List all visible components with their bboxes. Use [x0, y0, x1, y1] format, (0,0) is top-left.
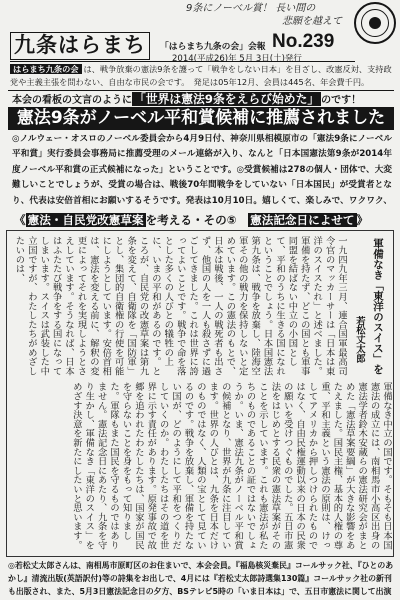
association-description: は、戦争放棄の憲法9条を護って「戦争をしない日本」を目ざし、改憲反対、支持政党や主義主張を問わない、自由な市民の会です。 発足は05年12月、会員は445名、年会費千円。 [10, 64, 392, 87]
association-label: はらまち九条の会 [10, 64, 82, 74]
seal-logo [354, 2, 396, 44]
article-author: 若松丈太郎 [354, 316, 365, 363]
publisher-label: 「はらまち九条の会」会報 [160, 42, 266, 52]
masthead-divider [10, 61, 355, 62]
author-footnote: ◎若松丈太郎さんは、南相馬市原町区のお住まいで、本会会員。『福島核災棄民』コールサック社、『ひとのあかし』清流出版(英語訳付)等の詩集をお出しで、4月には『若松丈太郎詩選集130篇』コールサック社の新刊も出版され、また、5月3日憲法記念日の夕方、BSテレビ5時の「いま日本は」で、五日市憲法に関して出演 [8, 561, 394, 596]
seal-core-mark [369, 17, 381, 29]
association-intro [10, 63, 394, 89]
series-highlight-2: 憲法記念日によせて [250, 213, 355, 227]
lead-after: のです！ [321, 95, 362, 106]
handwritten-slogan [186, 3, 350, 28]
series-banner [14, 213, 368, 228]
issue-date: 2014(平成26)年 5月 3日(土)発行 [172, 54, 302, 64]
slogan-line-1: 9条にノーベル賞！ 長い間の [186, 3, 316, 14]
article-body-lower: 軍備なき中立の国です。そもそも日本国憲法の成立には、南相馬市小高区出身の憲法学者鈴木安蔵らの憲法研究会がまとめた「憲法草案要綱」が大きな影響をあたえました。国民主権、基本的人権の尊重、平和主義という憲法の原則は、けっしてアメリカから押しつけられたものではなく、自由民権運動以来の日本の民衆の願いを受けつぐものでした。五日市憲法をはじめとする民衆の憲法草案がそのことを示しています。これも憲法が私たちのものであることの証ではないでしょうか。いま、憲法九条がノーベル平和賞の候補となり、世界が九条に注目しています。世界の人びとは、九条を日本だけのものではなく、人類の宝として見ているのです。戦争を放棄し、軍備を持たない国が、どのようにして平和をつくりだしていくのか。わたしたちはその道を世界に示す責任があります。原発事故で故郷を追われたわたしたちは、国家が国民を守らないことを身をもって知りました。軍隊もまた国民を守るものではありません。憲法記念日にあたり、九条を守り生かし、軍備なき「東洋のスイス」をめざす決意を新たにしたいと思います。 [70, 382, 392, 550]
newsletter-title: 九条はらまち [10, 32, 150, 60]
issue-number: No.239 [272, 31, 335, 52]
article-title: 軍備なき「東洋のスイス」を [372, 238, 384, 375]
main-headline: 憲法9条がノーベル平和賞候補に推薦されました [8, 107, 394, 130]
series-middle: を考える・その⑤ [145, 213, 249, 227]
news-paragraph: ◎ノルウェー・オスロのノーベル委員会から4月9日付、神奈川県相模原市の「憲法9条にノーベル平和賞」実行委員会事務局に推薦受理のメール連絡が入り、なんと「日本国憲法第9条が2014年度ノーベル平和賞の正式候補になった」ということです。◎受賞候補は278の個人・団体で、大変難しいことでしょうが、受賞の場合は、戦後70年間戦争をしていない「日本国民」が受賞者となり、代表は安倍首相にお願いするそうです。発表は10月10日。嬉しくて、楽しみで、ワクワク、 [12, 134, 392, 206]
article-body-upper: 一九四九年三月、連合国軍最高司令官のマッカーサーは「日本は東洋のスイスたれ」と述べました。軍備を持たず、どこの国とも軍事同盟を結ばない中立の小国として、平和のうちに生きる国になれということでしょう。日本国憲法第九条は、戦争を放棄し、陸海空軍その他の戦力を保持しないと定めています。この憲法のもとで、日本は戦後、一人の戦死者も出さず、他国の人を一人も殺さずに過ごしてきました。これは世界に誇ってよいことです。戦争で命を落とした多くの人びとの犠牲の上に、いまの平和があるのです。ところが、自民党の改憲草案は第九条を変えて、自衛隊を「国防軍」とし、集団的自衛権の行使を可能にしようとしています。安倍首相は、憲法を変える前に、解釈の変更によってそれを実現しようとさえしています。そうなれば、日本はふたたび戦争をする国になってしまいます。スイスは武装した中立国ですが、わたしたちがめざしたいのは、 [13, 236, 347, 376]
series-highlight-1: 憲法・自民党改憲草案 [27, 213, 144, 227]
lead-before: 本会の看板の文言のように [12, 95, 132, 106]
slogan-line-2: 悲願を越えて [282, 15, 342, 27]
lead-quote: 「世界は憲法9条をえらび始めた」 [134, 92, 320, 106]
series-close: 》 [356, 213, 369, 227]
lead-line [12, 93, 361, 107]
intro-divider [8, 90, 394, 91]
series-open: 《 [14, 213, 26, 227]
